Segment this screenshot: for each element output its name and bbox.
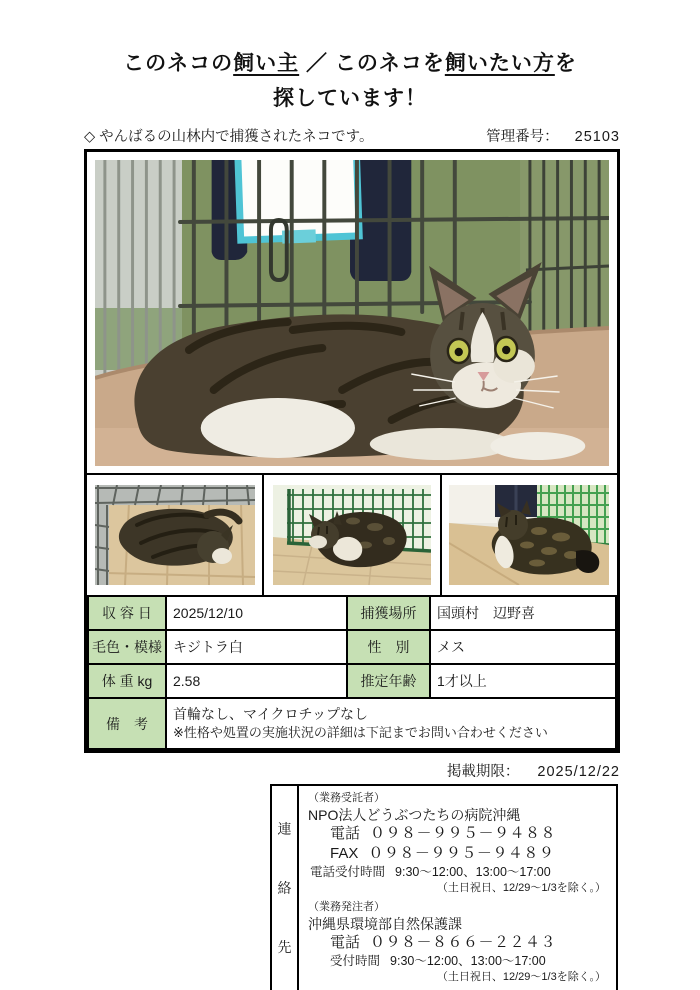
contractor-fax: FAX ０９８－９９５－９４８９	[330, 845, 555, 862]
posting-deadline: 掲載期限： 2025/12/22	[446, 764, 620, 780]
value-intake-date: 2025/12/10	[166, 596, 347, 630]
title-line2: 探しています！	[273, 87, 427, 110]
contractor-org: NPO法人どうぶつたちの病院沖縄	[308, 807, 521, 823]
contractor-hours-note: （土日祝日、12/29～1/3を除く。）	[436, 882, 606, 894]
table-row-remarks	[88, 698, 616, 749]
cat-rear-view-photo	[449, 485, 609, 585]
thumb-photo-3	[440, 475, 617, 595]
poster-title	[0, 46, 700, 116]
contractor-role: （業務受託者）	[308, 792, 385, 804]
orderer-org: 沖縄県環境部自然保護課	[308, 916, 462, 932]
cat-in-cage-photo	[95, 160, 609, 466]
contact-details	[299, 786, 616, 990]
orderer-role: （業務発注者）	[308, 901, 385, 913]
subheader-row	[84, 125, 620, 146]
table-row-intake	[88, 596, 616, 630]
main-photo	[87, 152, 617, 473]
value-age: 1才以上	[430, 664, 616, 698]
cat-overhead-photo	[95, 485, 255, 585]
thumbnail-row	[87, 473, 617, 595]
remarks-line1: 首輪なし、マイクロチップなし	[173, 706, 369, 722]
contractor-phone: 電話 ０９８－９９５－９４８８	[330, 825, 557, 842]
cat-curled-photo	[273, 485, 431, 585]
header-capture-place: 捕獲場所	[347, 596, 430, 630]
contact-side-label: 連 絡 先	[272, 786, 299, 990]
cat-info-table	[87, 595, 617, 750]
capture-note: ◇ やんばるの山林内で捕獲されたネコです。	[84, 129, 374, 145]
value-weight: 2.58	[166, 664, 347, 698]
contact-box	[270, 784, 618, 990]
orderer-hours-note: （土日祝日、12/29～1/3を除く。）	[436, 971, 606, 983]
header-intake-date: 収 容 日	[88, 596, 166, 630]
orderer-phone: 電話 ０９８－８６６－２２４３	[330, 934, 557, 951]
header-weight: 体 重 kg	[88, 664, 166, 698]
header-sex: 性 別	[347, 630, 430, 664]
remarks-line2: ※性格や処置の実施状況の詳細は下記までお問い合わせください	[173, 725, 548, 740]
orderer-hours: 受付時間 9:30～12:00、13:00～17:00	[330, 954, 546, 968]
table-row-coat	[88, 630, 616, 664]
contractor-hours: 電話受付時間 9:30～12:00、13:00～17:00	[310, 865, 551, 879]
table-row-weight	[88, 664, 616, 698]
value-coat-pattern: キジトラ白	[166, 630, 347, 664]
value-remarks	[166, 698, 616, 749]
poster-main-box	[84, 149, 620, 753]
header-age: 推定年齢	[347, 664, 430, 698]
thumb-photo-1	[87, 475, 262, 595]
value-sex: メス	[430, 630, 616, 664]
management-number: 管理番号： 25103	[486, 129, 620, 145]
thumb-photo-2	[262, 475, 439, 595]
header-coat-pattern: 毛色・模様	[88, 630, 166, 664]
title-line1: このネコの飼い主 ／ このネコを飼いたい方を	[123, 52, 577, 75]
header-remarks: 備 考	[88, 698, 166, 749]
value-capture-place: 国頭村 辺野喜	[430, 596, 616, 630]
